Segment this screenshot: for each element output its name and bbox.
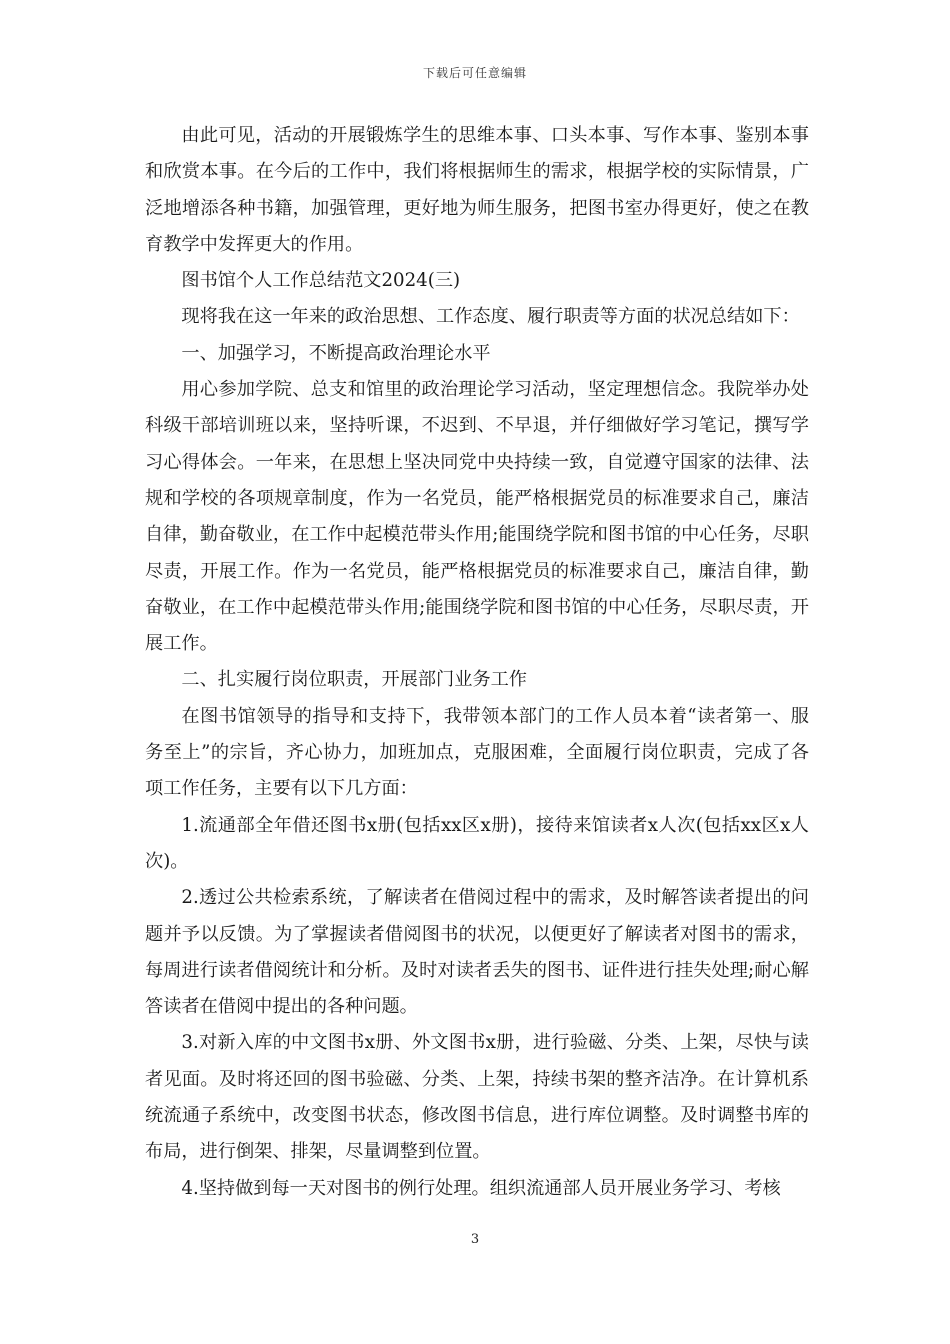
paragraph-study: 用心参加学院、总支和馆里的政治理论学习活动，坚定理想信念。我院举办处科级干部培训班以来，坚持听课，不迟到、不早退，并仔细做好学习笔记，撰写学习心得体会。一年来，在思想上坚决同党中央持续一致，自觉遵守国家的法律、法规和学校的各项规章制度，作为一名党员，能严格根据党员的标准要求自己，廉洁自律，勤奋敬业，在工作中起模范带头作用;能围绕学院和图书馆的中心任务，尽职尽责，开展工作。作为一名党员，能严格根据党员的标准要求自己，廉洁自律，勤奋敬业，在工作中起模范带头作用;能围绕学院和图书馆的中心任务，尽职尽责，开展工作。 xyxy=(145,379,809,655)
page-header: 下载后可任意编辑 xyxy=(422,66,527,80)
section-title: 图书馆个人工作总结范文2024(三) xyxy=(181,270,461,292)
page-number: 3 xyxy=(470,1232,480,1247)
list-item-2: 2.透过公共检索系统，了解读者在借阅过程中的需求，及时解答读者提出的问题并予以反馈。为了掌握读者借阅图书的状况，以便更好了解读者对图书的需求，每周进行读者借阅统计和分析。及时对读者丢失的图书、证件进行挂失处理;耐心解答读者在借阅中提出的各种问题。 xyxy=(145,887,809,1018)
list-item-1: 1.流通部全年借还图书x册(包括xx区x册)，接待来馆读者x人次(包括xx区x人次)。 xyxy=(145,814,809,872)
paragraph-conclusion: 由此可见，活动的开展锻炼学生的思维本事、口头本事、写作本事、鉴别本事和欣赏本事。在今后的工作中，我们将根据师生的需求，根据学校的实际情景，广泛地增添各种书籍，加强管理，更好地为师生服务，把图书室办得更好，使之在教育教学中发挥更大的作用。 xyxy=(145,125,809,255)
paragraph-intro: 现将我在这一年来的政治思想、工作态度、履行职责等方面的状况总结如下： xyxy=(181,306,800,328)
heading-duties: 二、扎实履行岗位职责，开展部门业务工作 xyxy=(181,669,527,691)
list-item-4: 4.坚持做到每一天对图书的例行处理。组织流通部人员开展业务学习、考核 xyxy=(181,1177,781,1199)
document-body xyxy=(145,118,809,1207)
heading-study: 一、加强学习，不断提高政治理论水平 xyxy=(181,342,491,364)
paragraph-duties: 在图书馆领导的指导和支持下，我带领本部门的工作人员本着“读者第一、服务至上”的宗旨，齐心协力，加班加点，克服困难，全面履行岗位职责，完成了各项工作任务，主要有以下几方面： xyxy=(145,705,809,800)
list-item-3: 3.对新入库的中文图书x册、外文图书x册，进行验磁、分类、上架，尽快与读者见面。及时将还回的图书验磁、分类、上架，持续书架的整齐洁净。在计算机系统流通子系统中，改变图书状态，修改图书信息，进行库位调整。及时调整书库的布局，进行倒架、排架，尽量调整到位置。 xyxy=(145,1032,809,1163)
